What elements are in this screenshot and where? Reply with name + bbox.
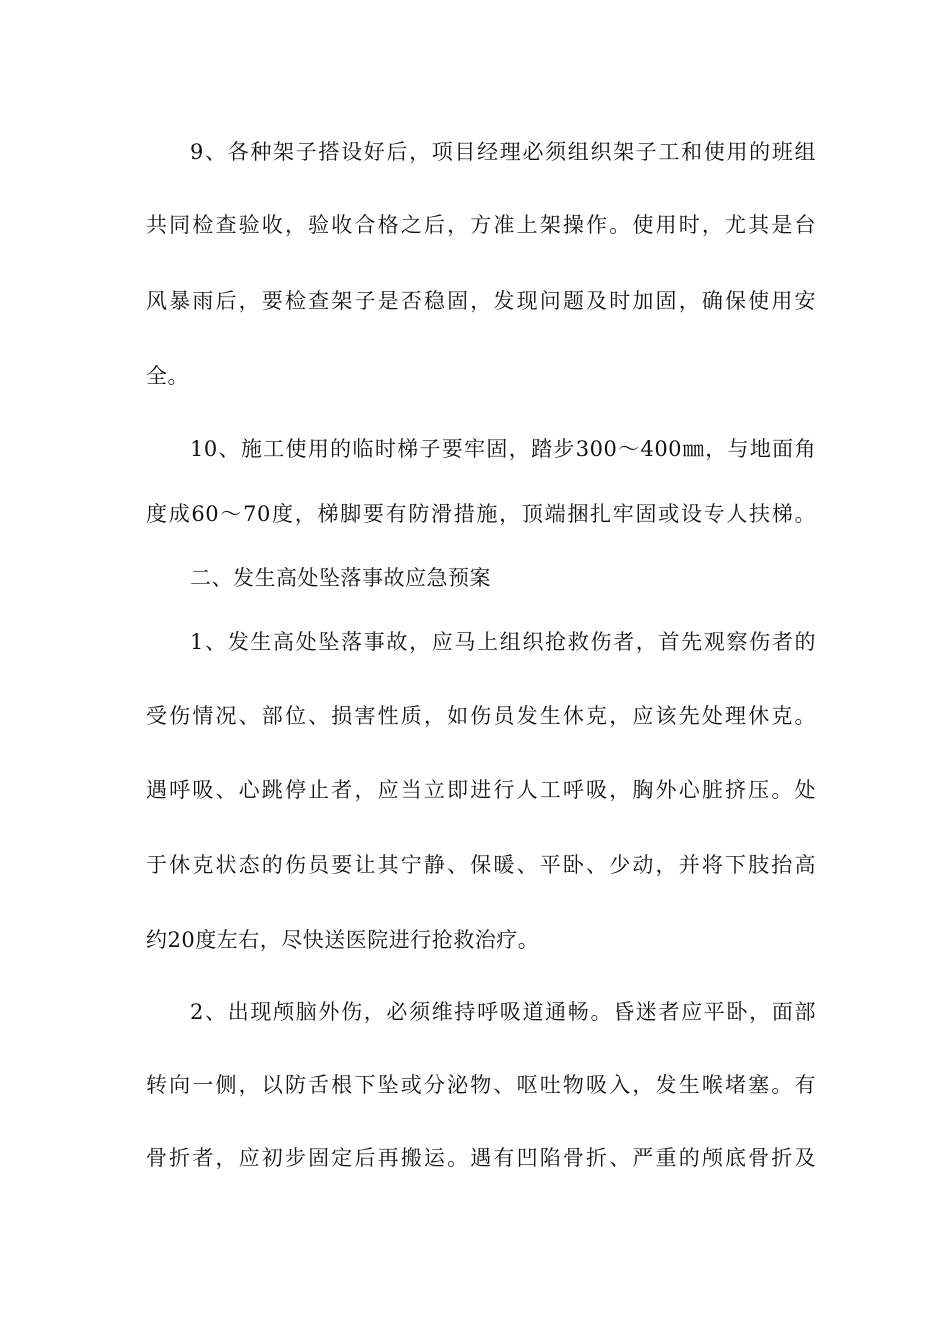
- paragraph-9-line-2: 共同检查验收，验收合格之后，方准上架操作。使用时，尤其是台: [146, 213, 816, 237]
- item-1-line-2: 受伤情况、部位、损害性质，如伤员发生休克，应该先处理休克。: [146, 704, 816, 728]
- item-1-line-4: 于休克状态的伤员要让其宁静、保暖、平卧、少动，并将下肢抬高: [146, 853, 816, 877]
- paragraph-10-line-1: 10、施工使用的临时梯子要牢固，踏步300～400㎜，与地面角: [190, 437, 816, 461]
- item-2-line-3: 骨折者，应初步固定后再搬运。遇有凹陷骨折、严重的颅底骨折及: [146, 1146, 816, 1170]
- item-1-line-1: 1、发生高处坠落事故，应马上组织抢救伤者，首先观察伤者的: [190, 630, 816, 654]
- item-2-line-2: 转向一侧，以防舌根下坠或分泌物、呕吐物吸入，发生喉堵塞。有: [146, 1073, 816, 1097]
- item-2-line-1: 2、出现颅脑外伤，必须维持呼吸道通畅。昏迷者应平卧，面部: [190, 1000, 816, 1024]
- item-1-line-3: 遇呼吸、心跳停止者，应当立即进行人工呼吸，胸外心脏挤压。处: [146, 778, 816, 802]
- paragraph-9-line-1: 9、各种架子搭设好后，项目经理必须组织架子工和使用的班组: [190, 140, 816, 164]
- paragraph-9-line-4: 全。: [146, 364, 189, 388]
- section-heading: 二、发生高处坠落事故应急预案: [190, 566, 491, 590]
- paragraph-10-line-2: 度成60～70度，梯脚要有防滑措施，顶端捆扎牢固或设专人扶梯。: [146, 502, 816, 526]
- item-1-line-5: 约20度左右，尽快送医院进行抢救治疗。: [146, 928, 540, 952]
- paragraph-9-line-3: 风暴雨后，要检查架子是否稳固，发现问题及时加固，确保使用安: [146, 289, 816, 313]
